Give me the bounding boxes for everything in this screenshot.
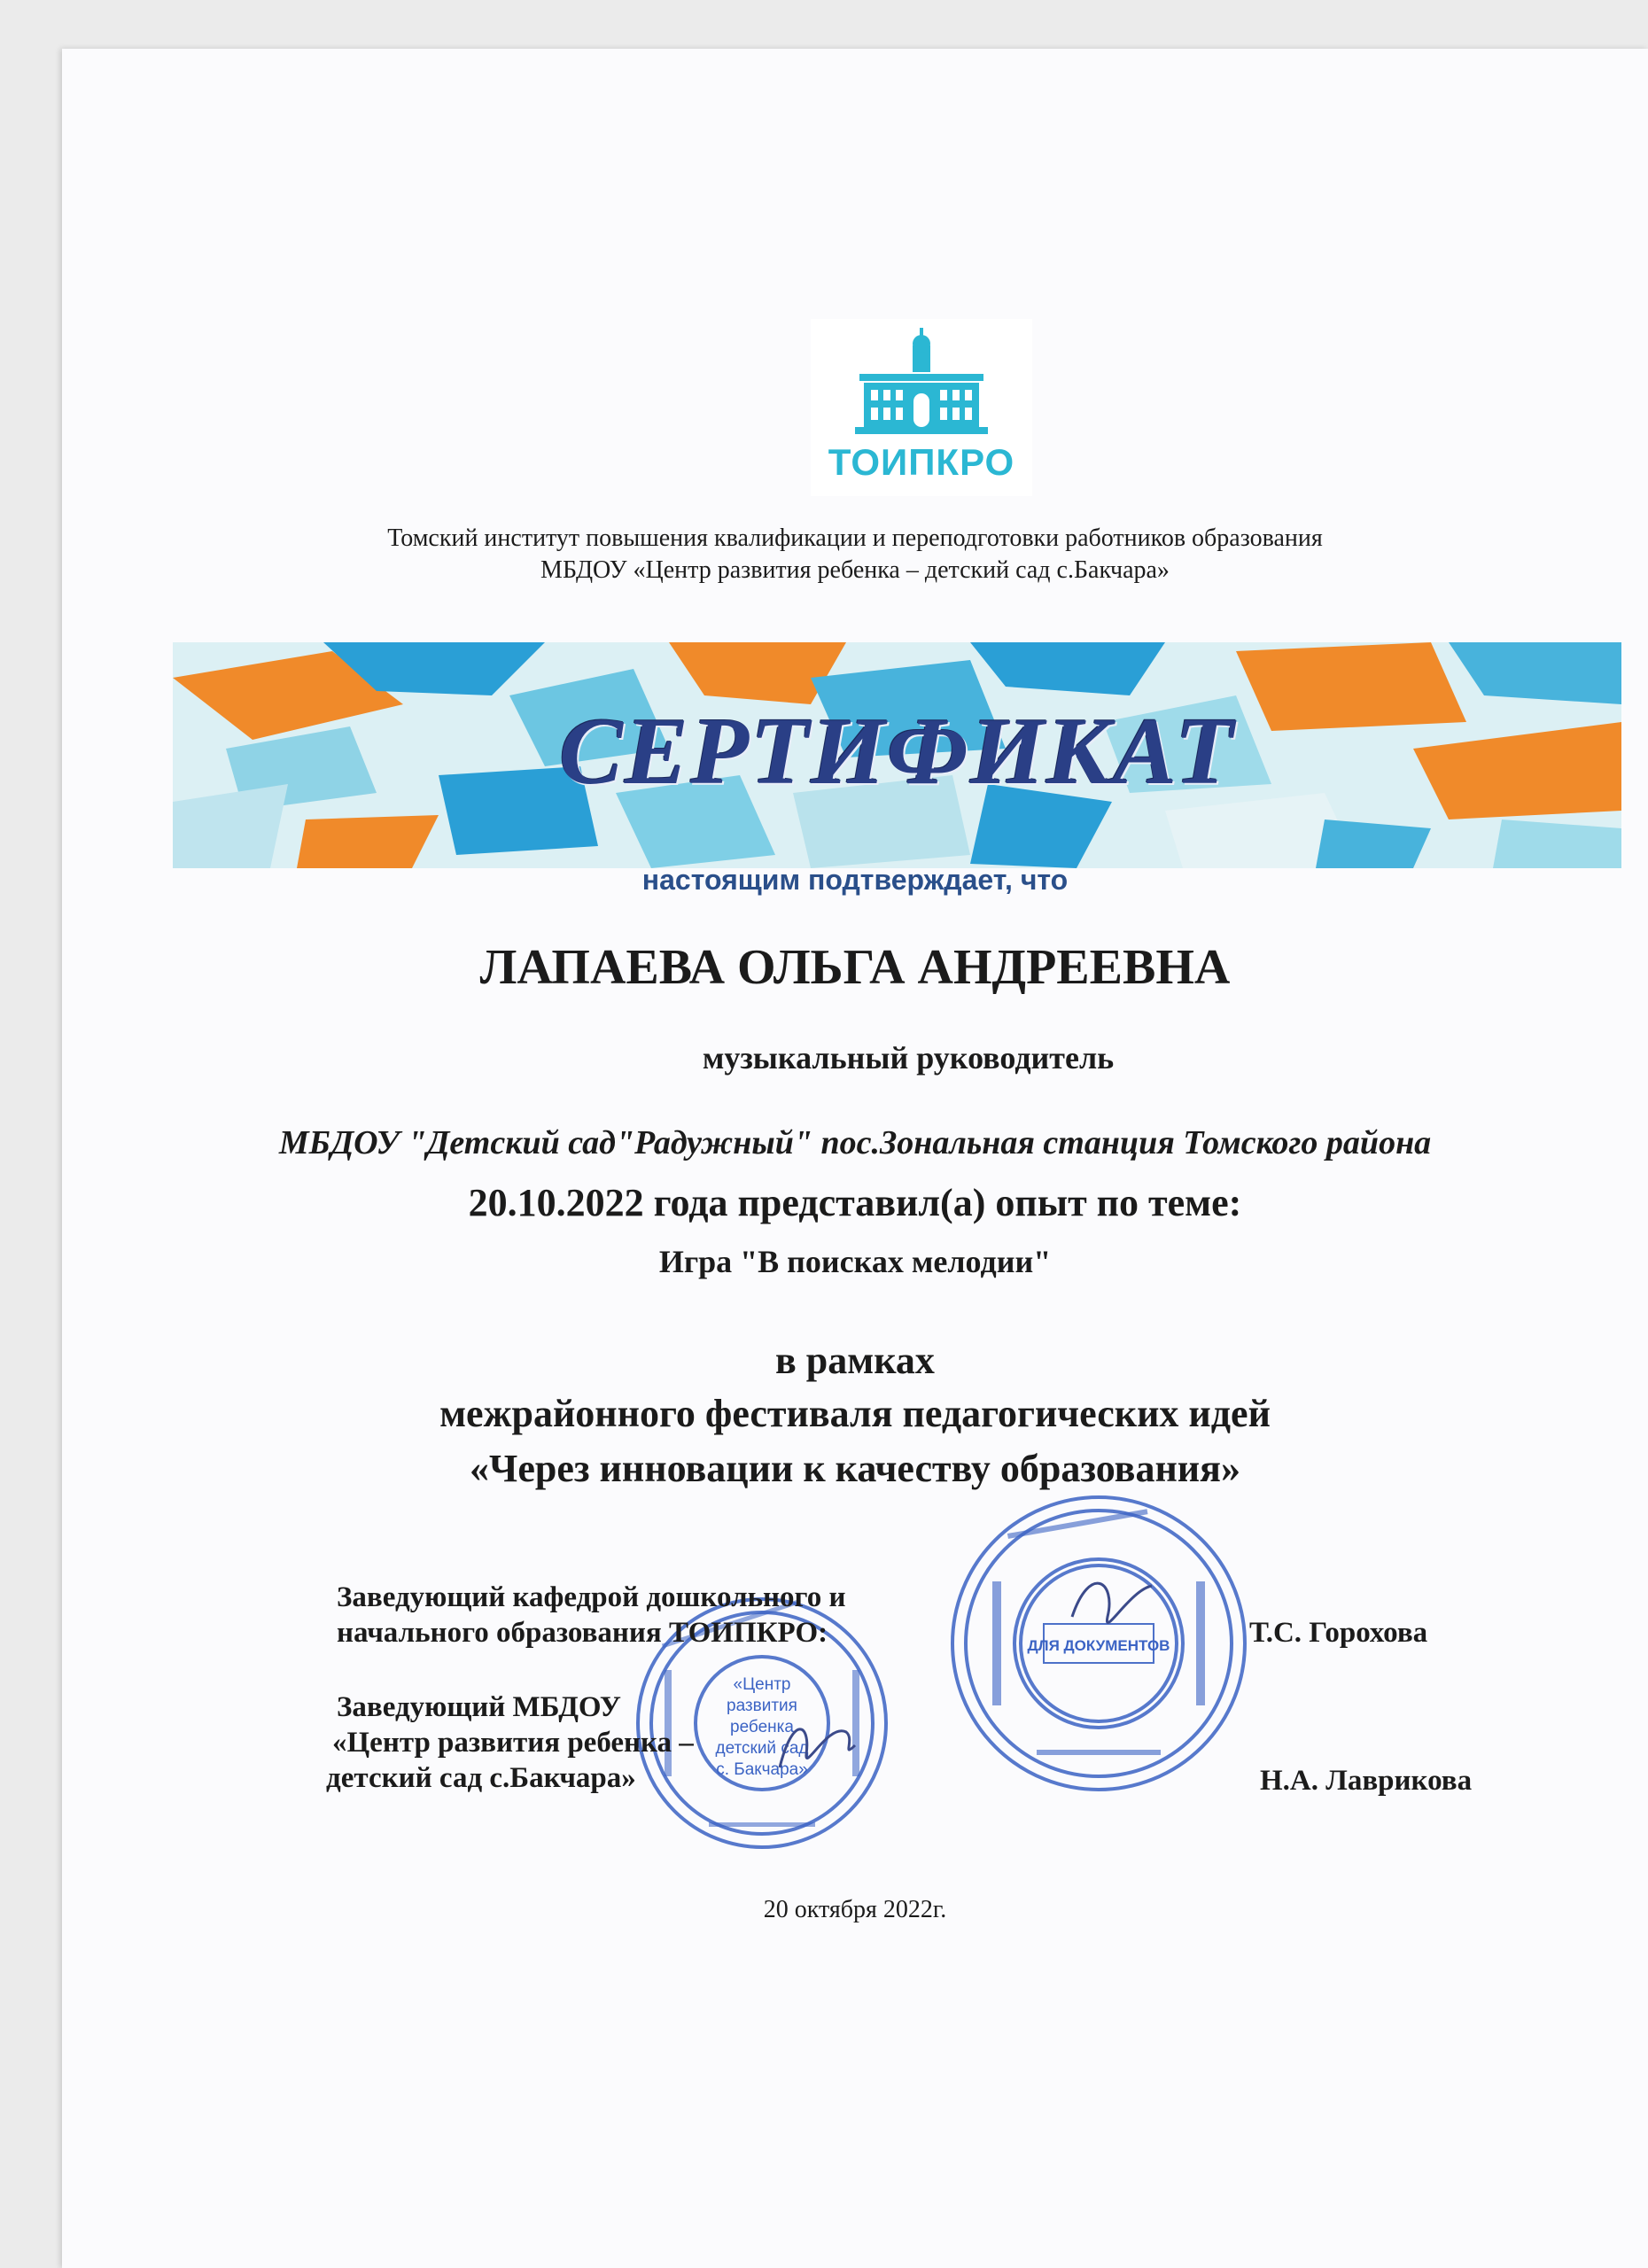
festival-name: межрайонного фестиваля педагогических идей bbox=[439, 1392, 1271, 1435]
department-stamp-text: ДЛЯ ДОКУМЕНТОВ bbox=[1027, 1637, 1170, 1654]
toipkro-logo bbox=[811, 319, 1032, 496]
stamp-line-2: развития bbox=[727, 1697, 797, 1715]
signer-2-title-line-2: «Центр развития ребенка – bbox=[332, 1727, 694, 1759]
issue-date: 20 октября 2022г. bbox=[763, 1896, 947, 1923]
stamp-line-3: ребенка bbox=[730, 1718, 794, 1736]
signer-2-title-line-3: детский сад с.Бакчара» bbox=[326, 1762, 636, 1794]
building-icon bbox=[811, 319, 1032, 443]
stamp-line-4: детский сад bbox=[715, 1739, 809, 1758]
signer-2-name: Н.А. Лаврикова bbox=[1260, 1765, 1473, 1797]
signer-1-title-line-2: начального образования ТОИПКРО: bbox=[337, 1617, 828, 1649]
certificate-sheet bbox=[62, 49, 1648, 2268]
recipient-position: музыкальный руководитель bbox=[702, 1040, 1115, 1076]
framework-text: в рамках bbox=[775, 1339, 935, 1382]
presentation-topic: Игра "В поисках мелодии" bbox=[658, 1244, 1052, 1279]
presented-text: 20.10.2022 года представил(а) опыт по теме: bbox=[468, 1181, 1242, 1224]
department-stamp bbox=[939, 1484, 1258, 1803]
festival-motto: «Через инновации к качеству образования» bbox=[470, 1447, 1240, 1490]
stamp-line-5: с. Бакчара» bbox=[716, 1760, 808, 1779]
signer-2-title-line-1: Заведующий МБДОУ bbox=[337, 1691, 621, 1723]
certificate-title: СЕРТИФИКАТ bbox=[559, 699, 1235, 804]
institute-line-1: Томский институт повышения квалификации и переподготовки работников образования bbox=[387, 524, 1323, 552]
recipient-name: ЛАПАЕВА ОЛЬГА АНДРЕЕВНА bbox=[479, 940, 1231, 995]
institute-line-2: МБДОУ «Центр развития ребенка – детский сад с.Бакчара» bbox=[540, 556, 1170, 584]
stamp-line-1: «Центр bbox=[733, 1675, 791, 1694]
signer-1-title-line-1: Заведующий кафедрой дошкольного и bbox=[337, 1581, 846, 1613]
logo-text: ТОИПКРО bbox=[828, 441, 1015, 483]
recipient-organization: МБДОУ "Детский сад"Радужный" пос.Зональная станция Томского района bbox=[278, 1124, 1432, 1161]
certificate-banner bbox=[173, 642, 1621, 868]
confirm-text: настоящим подтверждает, что bbox=[641, 864, 1069, 896]
signer-1-name: Т.С. Горохова bbox=[1249, 1617, 1428, 1649]
